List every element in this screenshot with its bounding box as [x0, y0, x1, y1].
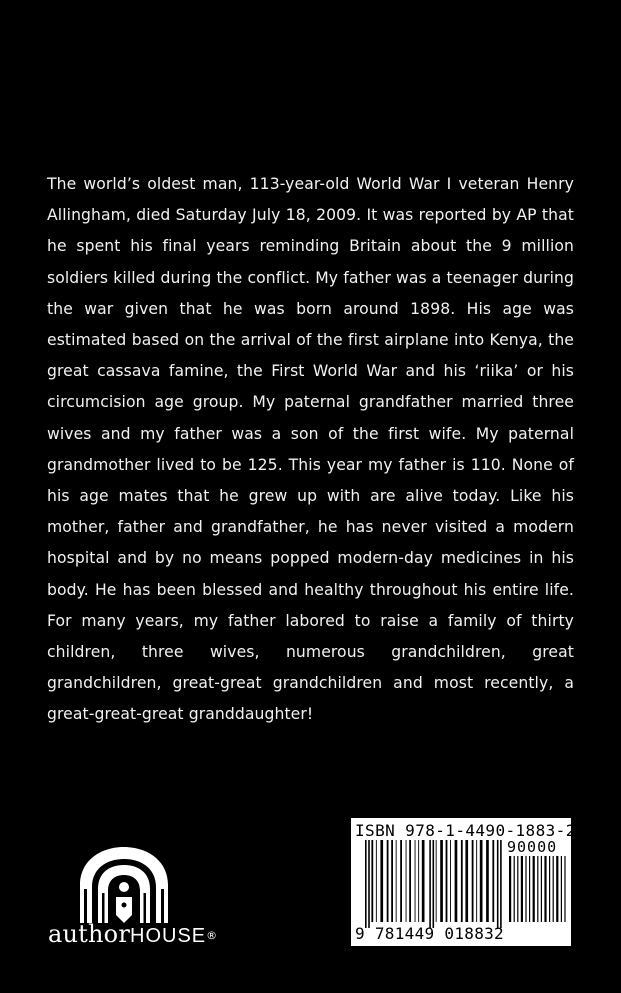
barcode-bar	[564, 856, 565, 922]
barcode-bar	[492, 840, 494, 922]
barcode-bar	[376, 840, 377, 922]
publisher-name-author: author	[48, 920, 130, 948]
isbn-barcode	[351, 818, 576, 946]
barcode-bar	[418, 840, 419, 922]
barcode-bar	[509, 856, 511, 922]
house-pen-logo-icon	[78, 845, 170, 923]
barcode-bar	[497, 840, 499, 928]
barcode-bar	[387, 840, 389, 922]
barcode-bar	[476, 840, 477, 922]
barcode-bar	[549, 856, 550, 922]
barcode-bar	[422, 840, 425, 922]
barcode-bar	[500, 840, 502, 928]
barcode-bar	[436, 840, 437, 922]
barcode-bar	[433, 840, 435, 928]
barcode-bar	[529, 856, 530, 922]
barcode-bar	[391, 840, 393, 922]
barcode-bar	[368, 840, 370, 928]
publisher-name	[48, 921, 217, 950]
barcode-bar	[406, 840, 407, 922]
barcode-digits: 9 781449 018832	[355, 924, 504, 943]
barcode-bar	[541, 856, 542, 922]
barcode-bar	[380, 840, 383, 922]
barcode-bar	[409, 840, 411, 922]
barcode-bar	[517, 856, 518, 922]
barcode-bar	[553, 856, 554, 922]
barcode-bar	[544, 856, 546, 922]
barcode-bar	[400, 840, 402, 922]
isbn-label: ISBN 978-1-4490-1883-2	[355, 821, 576, 840]
barcode-bar	[465, 840, 468, 922]
barcode-bar	[537, 856, 538, 922]
barcode-bar	[525, 856, 526, 922]
back-cover-blurb: The world’s oldest man, 113-year-old World War I veteran Henry Allingham, died Saturday July 18, 2009. It was reported by AP that he spent his final years reminding Britain about the 9 million soldiers killed during the conflict. My father was a teenager during the war given that he was born around 1898. His age was estimated based on the arrival of the first airplane into Kenya, the great cassava famine, the First World War and his ‘riika’ or his circumcision age group. My paternal grandfather married three wives and my father was a son of the first wife. My paternal grandmother lived to be 125. This year my father is 110. None of his age mates that he grew up with are alive today. Like his mother, father and grandfather, he has never visited a modern hospital and by no means popped modern-day medicines in his body. He has been blessed and healthy throughout his entire life. For many years, my father labored to raise a family of thirty children, three wives, numerous grandchildren, great grandchildren, great-great grandchildren and most recently, a great-great-great granddaughter!	[47, 175, 574, 724]
barcode-bar	[556, 856, 558, 922]
publisher-name-house: HOUSE	[130, 925, 207, 947]
price-code: 90000	[507, 838, 558, 856]
barcode-bar	[365, 840, 367, 928]
barcode-bar	[472, 840, 474, 922]
barcode-bar	[461, 840, 463, 922]
barcode-bar	[440, 840, 443, 922]
barcode-bar	[486, 840, 489, 922]
publisher-mark	[48, 845, 218, 955]
barcode-bar	[455, 840, 458, 922]
barcode-bar	[396, 840, 397, 922]
registered-mark: ®	[206, 929, 218, 942]
barcode-bar	[480, 840, 483, 922]
barcode-bar	[429, 840, 431, 928]
barcode-bar	[371, 840, 373, 922]
barcode-bar	[415, 840, 416, 922]
barcode-bar	[450, 840, 451, 922]
barcode-bar	[533, 856, 535, 922]
barcode-bar	[446, 840, 448, 922]
barcode-bar	[514, 856, 515, 922]
barcode-bar	[521, 856, 523, 922]
barcode-bar	[561, 856, 562, 922]
